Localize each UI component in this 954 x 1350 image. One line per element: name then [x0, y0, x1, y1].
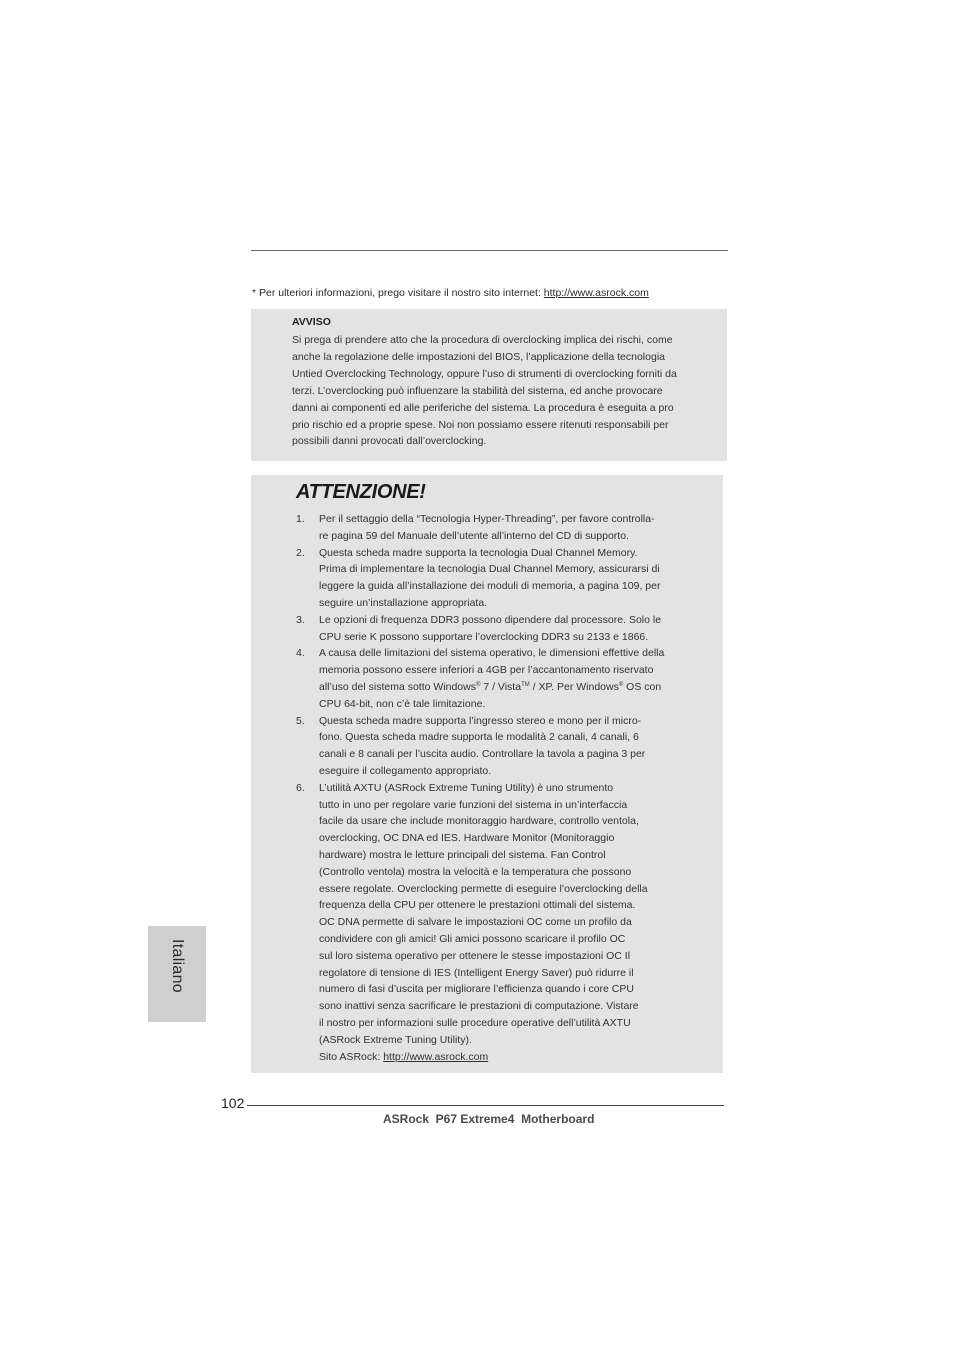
footer-rule: [247, 1105, 724, 1106]
item-line: A causa delle limitazioni del sistema operativo, le dimensioni effettive della: [319, 647, 665, 660]
list-item-line: [296, 847, 706, 864]
avviso-line: anche la regolazione delle impostazioni del BIOS, l’applicazione della tecnologia: [292, 350, 665, 363]
item-line: Questa scheda madre supporta l’ingresso stereo e mono per il micro-: [319, 714, 642, 727]
list-item-line: [296, 629, 706, 646]
item-line: OC DNA permette di salvare le impostazioni OC come un profilo da: [319, 916, 632, 929]
item-number: 4.: [296, 647, 305, 660]
footer-title: ASRock P67 Extreme4 Motherboard: [383, 1112, 595, 1126]
item-line: Le opzioni di frequenza DDR3 possono dipendere dal processore. Solo le: [319, 613, 662, 626]
item-line: CPU 64-bit, non c’è tale limitazione.: [319, 697, 486, 710]
avviso-line: terzi. L’overclocking può influenzare la stabilità del sistema, ed anche provocare: [292, 384, 663, 397]
item-line: (ASRock Extreme Tuning Utility).: [319, 1033, 472, 1046]
item-line: Questa scheda madre supporta la tecnologia Dual Channel Memory.: [319, 546, 638, 559]
avviso-body: [292, 332, 712, 450]
site-link[interactable]: http://www.asrock.com: [383, 1050, 489, 1063]
avviso-line: Untied Overclocking Technology, oppure l’uso di strumenti di overclocking forniti da: [292, 367, 677, 380]
item-line: (Controllo ventola) mostra la velocità e la temperatura che possono: [319, 865, 632, 878]
list-item-4: [296, 645, 706, 662]
attenzione-list: [296, 511, 706, 1065]
item-number: 5.: [296, 714, 305, 727]
list-item-line: [296, 965, 706, 982]
item-line: sul loro sistema operativo per ottenere le stesse impostazioni OC Il: [319, 949, 631, 962]
item-line: seguire un’installazione appropriata.: [319, 596, 488, 609]
list-item-line: [296, 881, 706, 898]
list-item-line: [296, 830, 706, 847]
attenzione-title: ATTENZIONE!: [296, 481, 426, 503]
list-item-line: [296, 746, 706, 763]
registered-mark: ®: [475, 681, 481, 688]
item-line: Prima di implementare la tecnologia Dual Channel Memory, assicurarsi di: [319, 563, 660, 576]
item-line: frequenza della CPU per ottenere le prestazioni ottimali del sistema.: [319, 899, 636, 912]
item-number: 6.: [296, 781, 305, 794]
item-line: condividere con gli amici! Gli amici possono scaricare il profilo OC: [319, 932, 626, 945]
list-item-line: [296, 729, 706, 746]
list-item-line: [296, 797, 706, 814]
item-line: re pagina 59 del Manuale dell’utente all’interno del CD di supporto.: [319, 529, 629, 542]
item-line: L’utilità AXTU (ASRock Extreme Tuning Utility) è uno strumento: [319, 781, 614, 794]
list-item-line: [296, 763, 706, 780]
item-line: sono inattivi senza sacrificare le prestazioni di computazione. Vistare: [319, 1000, 639, 1013]
item-number: 2.: [296, 546, 305, 559]
item-line: CPU serie K possono supportare l’overclocking DDR3 su 2133 e 1866.: [319, 630, 649, 643]
list-item-line: [296, 981, 706, 998]
list-item-6: [296, 780, 706, 797]
item-number: 1.: [296, 513, 305, 525]
item-number: 3.: [296, 613, 305, 626]
list-item-line: [296, 1032, 706, 1049]
item-line: tutto in uno per regolare varie funzioni del sistema in un’interfaccia: [319, 798, 628, 811]
item-line: eseguire il collegamento appropriato.: [319, 764, 492, 777]
avviso-line: danni ai componenti ed alle periferiche del sistema. La procedura è eseguita a pro: [292, 401, 674, 414]
item-line: facile da usare che include monitoraggio hardware, controllo ventola,: [319, 815, 639, 828]
list-item-line: [296, 561, 706, 578]
list-item-line: [296, 595, 706, 612]
list-item-line: [296, 864, 706, 881]
list-item-line: [296, 948, 706, 965]
os-text: OS con: [623, 680, 662, 693]
list-item-line: [296, 813, 706, 830]
item-line: numero di fasi d’uscita per migliorare l’efficienza quando i core CPU: [319, 983, 634, 996]
list-item-line: [296, 914, 706, 931]
item-line: overclocking, OC DNA ed IES. Hardware Monitor (Monitoraggio: [319, 832, 615, 845]
footnote: [252, 286, 649, 300]
list-item-line: [296, 897, 706, 914]
list-item-2: [296, 545, 706, 562]
os-text: / XP. Per Windows: [529, 680, 619, 693]
avviso-line: possibili danni provocati dall’overclocking.: [292, 435, 487, 448]
avviso-line: Si prega di prendere atto che la procedura di overclocking implica dei rischi, come: [292, 334, 673, 346]
item-line: essere regolate. Overclocking permette di eseguire l’overclocking della: [319, 882, 648, 895]
item-line: regolatore di tensione di IES (Intelligent Energy Saver) può ridurre il: [319, 966, 634, 979]
list-item-line: [296, 578, 706, 595]
item-line: canali e 8 canali per l’uscita audio. Controllare la tavola a pagina 3 per: [319, 748, 646, 761]
list-item-line: [296, 1015, 706, 1032]
item-line: il nostro per informazioni sulle procedure operative dell’utilità AXTU: [319, 1016, 631, 1029]
list-item-5: [296, 713, 706, 730]
list-item-line: [296, 931, 706, 948]
item-line: leggere la guida all’installazione dei moduli di memoria, a pagina 109, per: [319, 580, 661, 593]
avviso-title: AVVISO: [292, 316, 331, 328]
item-line: memoria possono essere inferiori a 4GB per l’accantonamento riservato: [319, 664, 654, 677]
os-text: 7 / Vista: [480, 680, 522, 693]
list-item-3: [296, 612, 706, 629]
list-item-line: [296, 662, 706, 679]
os-text: all’uso del sistema sotto Windows: [319, 680, 476, 693]
item-line: fono. Questa scheda madre supporta le modalità 2 canali, 4 canali, 6: [319, 731, 639, 744]
list-item-line: [296, 998, 706, 1015]
top-rule: [251, 250, 728, 251]
avviso-line: prio rischio ed a proprie spese. Noi non possiamo essere ritenuti responsabili per: [292, 418, 669, 431]
registered-mark: ®: [618, 681, 624, 688]
list-item-line: [296, 696, 706, 713]
footnote-text: * Per ulteriori informazioni, prego visitare il nostro sito internet:: [252, 287, 544, 299]
footnote-link[interactable]: http://www.asrock.com: [543, 287, 649, 299]
site-label: Sito ASRock:: [319, 1050, 384, 1063]
list-item-line: [296, 528, 706, 545]
list-item-1: [296, 511, 706, 528]
item-line: hardware) mostra le letture principali del sistema. Fan Control: [319, 848, 606, 861]
list-item-line: [296, 1049, 706, 1066]
trademark-mark: TM: [521, 681, 530, 688]
page-number: 102: [221, 1095, 245, 1111]
list-item-line: [296, 679, 706, 696]
language-tab-label: Italiano: [169, 939, 186, 993]
item-line: Per il settaggio della “Tecnologia Hyper-Threading”, per favore controlla-: [319, 513, 655, 525]
